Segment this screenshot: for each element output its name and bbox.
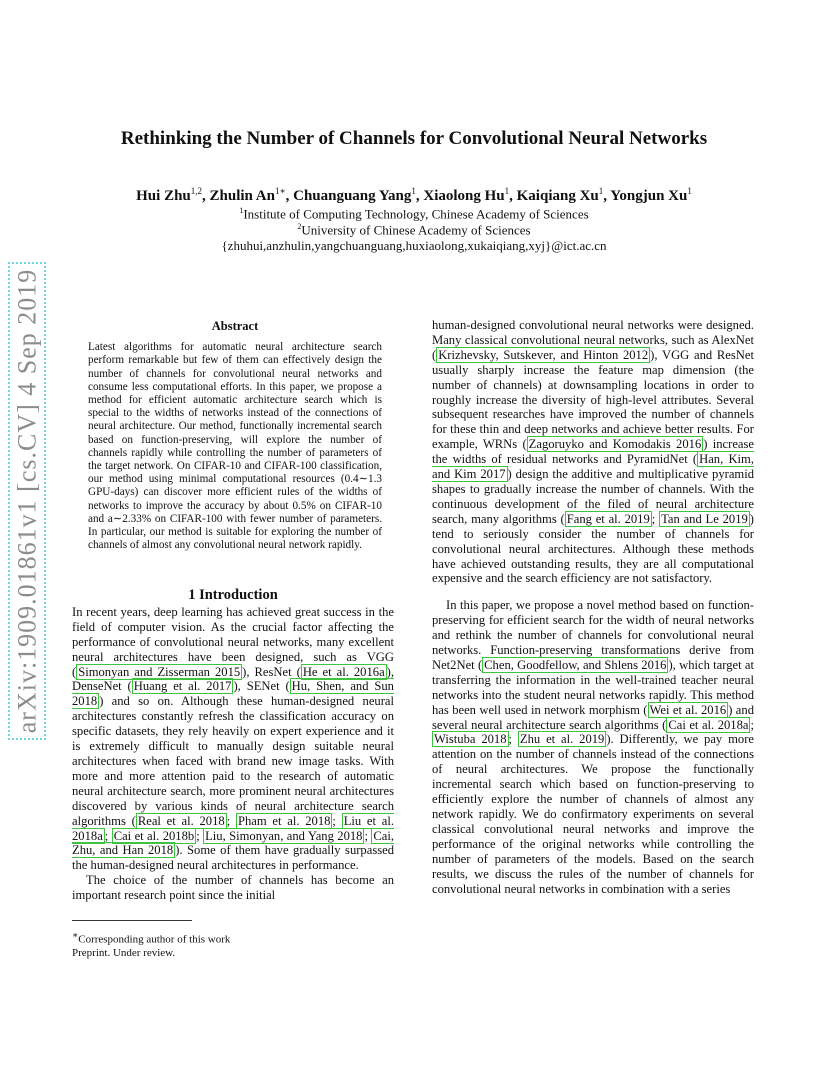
author-affiliation-mark: 1 (411, 186, 416, 196)
arxiv-identifier: arXiv:1909.01861v1 [cs.CV] 4 Sep 2019 (12, 268, 42, 734)
body-text: ; (104, 828, 112, 843)
citation-link[interactable]: Krizhevsky, Sutskever, and Hinton 2012 (438, 347, 649, 362)
abstract-heading: Abstract (211, 319, 259, 333)
citation-link[interactable]: Real et al. 2018 (137, 813, 225, 828)
body-text: ; (651, 511, 660, 526)
body-text: ). Some of them have gradually surpassed the human-designed neural architectures in performance. (72, 843, 395, 873)
affiliation-2 (70, 222, 758, 238)
intro-paragraph-1 (72, 605, 394, 873)
left-column (72, 588, 394, 903)
citation-link[interactable]: Cai et al. 2018a (668, 717, 749, 732)
author-name: Hui Zhu (136, 188, 191, 204)
body-text: ; (196, 828, 204, 843)
affiliation-2-text: University of Chinese Academy of Sciences (301, 222, 531, 238)
body-text: ), ResNet ( (242, 664, 301, 679)
body-text: In recent years, deep learning has achieved great success in the field of computer vision. As the crucial factor affecting the performance of convolutional neural networks, many excellent neural architectures have been designed, such as VGG ( (72, 604, 394, 679)
body-text: ), DenseNet ( (72, 664, 395, 694)
author-name: Xiaolong Hu (423, 188, 505, 204)
author-affiliation-mark: 1∗ (274, 186, 286, 196)
right-column (432, 318, 754, 896)
citation-link[interactable]: Simonyan and Zisserman 2015 (78, 664, 241, 679)
abstract-text: Latest algorithms for automatic neural architecture search perform remarkable but few of them can effectively design the number of channels for convolutional neural networks and consume less computational efforts. In this paper, we propose a method for efficient automatic architecture search which is special to the widths of networks instead of the connections of neural architecture. Our method, functionally incremental search based on function-preserving, will explore the number of channels rapidly while controlling the number of parameters of the target network. On CIFAR-10 and CIFAR-100 classification, our method using minimal computational resources (0.4∼1.3 GPU-days) can discover more efficient rules of the widths of networks to improve the accuracy by about 0.5% on CIFAR-10 and a∼2.33% on CIFAR-100 with fewer number of parameters. In particular, our method is suitable for exploring the number of channels of almost any convolutional neural network rapidly. (88, 341, 382, 552)
body-text: ), VGG and ResNet usually sharply increase the feature map dimension (the number of channels) at downsampling locations in order to roughly increase the diversity of high-level attributes. Several subsequent researches have improved the number of channels for these thin and deep networks and achieve better results. For example, WRNs ( (432, 347, 754, 452)
author-name: Yongjun Xu (610, 188, 688, 204)
citation-link[interactable]: Liu et al. 2018a (72, 813, 395, 843)
citation-link[interactable]: Zagoruyko and Komodakis 2016 (528, 437, 702, 452)
author-affiliation-mark: 1 (687, 186, 692, 196)
intro-paragraph-2-start: The choice of the number of channels has become an important research point since the initial (72, 873, 394, 903)
body-text: ; (226, 813, 236, 828)
author-name: Kaiqiang Xu (516, 188, 599, 204)
body-text: ), SENet ( (233, 679, 290, 694)
citation-link[interactable]: Zhu et al. 2019 (519, 732, 605, 747)
citation-link[interactable]: Fang et al. 2019 (566, 511, 650, 526)
body-text: In this paper, we propose a novel method based on function-preserving for efficient search for the width of neural networks and rethink the number of channels for convolutional neural networks. Function-preserving transformations derive from Net2Net ( (432, 598, 754, 672)
citation-link[interactable]: Cai, Zhu, and Han 2018 (72, 828, 395, 858)
author-name: Zhulin An (209, 188, 275, 204)
citation-link[interactable]: Pham et al. 2018 (237, 813, 331, 828)
footnote-text: Corresponding author of this work (78, 933, 231, 946)
citation-link[interactable]: Tan and Le 2019 (661, 511, 748, 526)
intro-paragraph-2-continued (432, 318, 754, 586)
body-text: ) and so on. Although these human-designed neural architectures constantly refresh the classification accuracy on specific datasets, they rely heavily on expert experience and it is extremely difficult to manually design suitable neural architectures when faced with brand new image tasks. With more and more attention paid to the research of automatic neural architecture search, more prominent neural architectures discovered by various kinds of neural architecture search algorithms ( (72, 694, 394, 828)
body-text: ; (364, 828, 372, 843)
body-text: ; (332, 813, 342, 828)
introduction-heading: 1 Introduction (188, 587, 278, 603)
author-affiliation-mark: 1,2 (190, 186, 203, 196)
body-text: ; (750, 717, 754, 732)
citation-link[interactable]: He et al. 2016a (302, 664, 385, 679)
body-text: human-designed convolutional neural networks were designed. Many classical convolutional neural networks, such as AlexNet ( (432, 318, 754, 362)
citation-link[interactable]: Wei et al. 2016 (649, 702, 727, 717)
body-text: ) and several neural architecture search algorithms ( (432, 702, 754, 732)
author-list: Hui Zhu$^{1,2}$, Zhulin $An^{1∗}$, Chuanguang Yang$^1$, Xiaolong Hu$^1$, Kaiqiang Xu$^1$, Yongjun Xu$^1$ (136, 186, 692, 204)
author-emails: {zhuhui,anzhulin,yangchuanguang,huxiaolong,xukaiqiang,xyj}@ict.ac.cn (221, 238, 607, 253)
citation-link[interactable]: Hu, Shen, and Sun 2018 (72, 679, 394, 709)
arxiv-identifier-stamp (8, 262, 46, 740)
affiliation-1-text: Institute of Computing Technology, Chinese Academy of Sciences (243, 206, 589, 222)
corresponding-author-footnote (72, 929, 394, 947)
body-text: ) design the additive and multiplicative pyramid shapes to gradually increase the number of channels. With the continuous development of the filed of neural architecture search, many algorithms ( (432, 467, 754, 526)
affiliation-1 (70, 206, 758, 222)
preprint-note: Preprint. Under review. (72, 946, 176, 959)
body-text: ) tend to seriously consider the number of channels for convolutional neural architectures. Although these methods have achieved outstanding results, they are all computational expensive and the search efficiency are not satisfactory. (432, 511, 754, 586)
citation-link[interactable]: Wistuba 2018 (434, 732, 507, 747)
footnote-area (72, 920, 394, 960)
author-affiliation-mark: 1 (504, 186, 510, 196)
affiliation-1-mark: 1 (239, 206, 244, 215)
footnote-mark: ∗ (72, 930, 79, 940)
body-text: ), which target at transferring the information in the well-trained teacher neural networks into the student neural networks rapidly. This method has been well used in network morphism ( (432, 657, 754, 717)
affiliation-2-mark: 2 (297, 222, 302, 231)
paper-title: Rethinking the Number of Channels for Convolutional Neural Networks (120, 128, 708, 149)
citation-link[interactable]: Huang et al. 2017 (133, 679, 232, 694)
author-name: Chuanguang Yang (293, 188, 412, 204)
citation-link[interactable]: Han, Kim, and Kim 2017 (432, 452, 754, 482)
body-text: ) increase the widths of residual networks and PyramidNet ( (432, 437, 754, 467)
body-text: ). Differently, we pay more attention on the number of channels instead of the connections of neural architectures. We propose the functionally incremental search which based on function-preserving to efficiently explore the number of channels of almost any network rapidly. We do confirmatory experiments on several classical convolutional neural networks and improve the performance of the original networks while controlling the number of parameters of the models. Based on the search results, we discuss the rules of the number of channels for convolutional neural networks in combination with a series (432, 732, 754, 896)
footnote-rule (72, 920, 192, 921)
citation-link[interactable]: Cai et al. 2018b (113, 828, 195, 843)
body-text: ; (508, 732, 518, 747)
citation-link[interactable]: Liu, Simonyan, and Yang 2018 (205, 828, 363, 843)
citation-link[interactable]: Chen, Goodfellow, and Shlens 2016 (484, 657, 667, 672)
abstract-section (88, 320, 382, 552)
intro-paragraph-3 (432, 598, 754, 896)
author-affiliation-mark: 1 (598, 186, 604, 196)
